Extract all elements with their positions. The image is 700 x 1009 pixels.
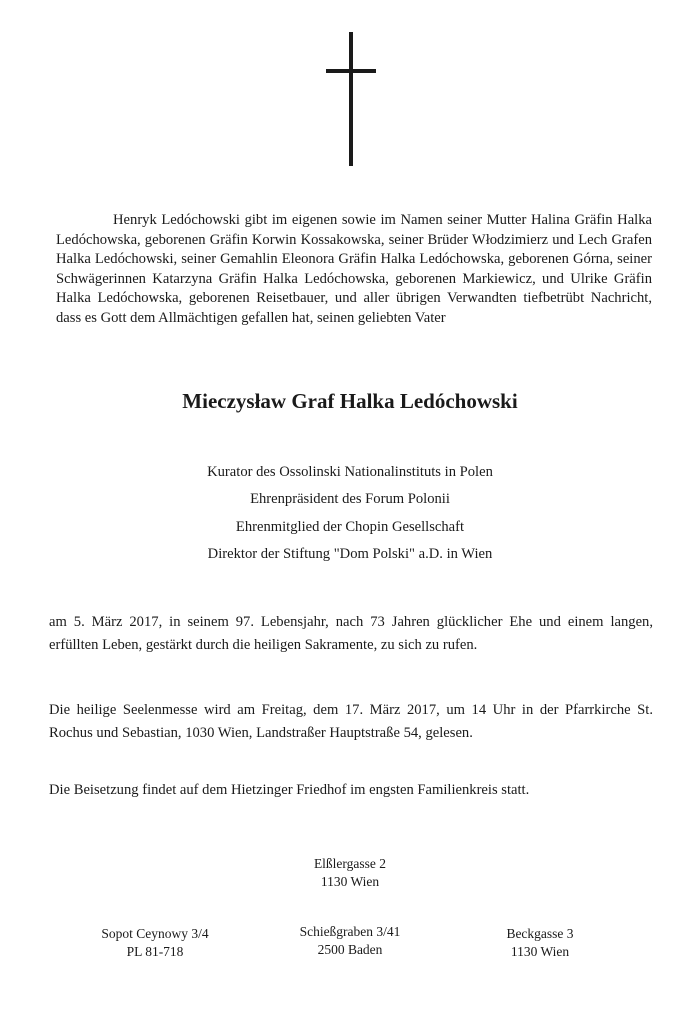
address-city: 1130 Wien: [510, 944, 570, 960]
cross-vertical-beam: [349, 32, 353, 166]
death-paragraph: am 5. März 2017, in seinem 97. Lebensjahr, nach 73 Jahren glücklicher Ehe und einem langen, erfüllten Leben, gestärkt durch die heiligen Sakramente, zu sich zu rufen.: [49, 614, 653, 653]
address-main: [300, 855, 400, 892]
title-item: Ehrenpräsident des Forum Polonii: [250, 491, 450, 508]
address-city: PL 81-718: [126, 944, 184, 960]
address-street: Elßlergasse 2: [313, 856, 387, 871]
burial-paragraph: Die Beisetzung findet auf dem Hietzinger Friedhof im engsten Familienkreis statt.: [49, 782, 530, 798]
address-street: Schießgraben 3/41: [299, 924, 401, 939]
cross-horizontal-beam: [326, 69, 376, 73]
title-item: Direktor der Stiftung "Dom Polski" a.D. in Wien: [207, 545, 493, 562]
address-middle: [280, 923, 420, 960]
address-city: 1130 Wien: [320, 874, 380, 890]
announcement-intro: Henryk Ledóchowski gibt im eigenen sowie im Namen seiner Mutter Halina Gräfin Halka Ledóchowska, geborenen Gräfin Korwin Kossakowska, seiner Brüder Włodzimierz und Lech Grafen Halka Ledóchowski, seiner Gemahlin Eleonora Gräfin Halka Ledóchowska, geborenen Górna, seiner Schwägerinnen Katarzyna Gräfin Halka Ledóchowska, geborenen Markiewicz, und Ulrike Gräfin Halka Ledóchowska, geborenen Reisetbauer, und aller übrigen Verwandten tiefbetrübt Nachricht, dass es Gott dem Allmächtigen gefallen hat, seinen geliebten Vater: [56, 212, 652, 326]
mass-paragraph: Die heilige Seelenmesse wird am Freitag, dem 17. März 2017, um 14 Uhr in der Pfarrkirche St. Rochus und Sebastian, 1030 Wien, Landstraßer Hauptstraße 54, gelesen.: [49, 702, 653, 741]
address-left: [80, 925, 230, 962]
address-right: [470, 925, 610, 962]
title-item: Kurator des Ossolinski Nationalinstituts in Polen: [207, 464, 493, 480]
title-item: Ehrenmitglied der Chopin Gesellschaft: [235, 518, 465, 535]
deceased-name: Mieczysław Graf Halka Ledóchowski: [182, 389, 518, 413]
address-street: Sopot Ceynowy 3/4: [101, 926, 209, 941]
address-street: Beckgasse 3: [506, 926, 574, 941]
honorary-titles: [0, 459, 700, 568]
address-city: 2500 Baden: [317, 942, 383, 958]
cross-icon: [326, 32, 376, 166]
